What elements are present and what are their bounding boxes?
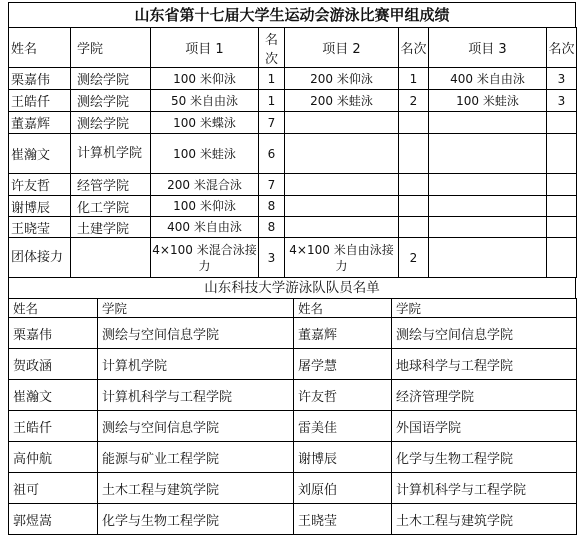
cell-name: 栗嘉伟 — [9, 68, 71, 90]
results-header-row — [9, 28, 577, 68]
table-row — [9, 196, 577, 217]
cell-event1: 100 米蛙泳 — [151, 134, 259, 174]
table-row — [9, 68, 577, 90]
cell-college: 化工学院 — [71, 196, 151, 217]
roster-name: 屠学慧 — [294, 349, 392, 380]
cell-rank3: 3 — [547, 90, 577, 112]
roster-college: 经济管理学院 — [392, 380, 577, 411]
cell-event2: 200 米蛙泳 — [285, 90, 399, 112]
header-event2: 项目 2 — [285, 28, 399, 68]
cell-rank2 — [399, 112, 429, 134]
table-row — [9, 473, 577, 504]
roster-name: 王皓仟 — [9, 411, 98, 442]
cell-name: 谢博辰 — [9, 196, 71, 217]
cell-event3 — [429, 134, 547, 174]
roster-name: 栗嘉伟 — [9, 318, 98, 349]
cell-name: 王皓仟 — [9, 90, 71, 112]
cell-event3: 400 米自由泳 — [429, 68, 547, 90]
cell-rank1: 8 — [259, 196, 285, 217]
cell-rank3 — [547, 112, 577, 134]
results-title: 山东省第十七届大学生运动会游泳比赛甲组成绩 — [8, 2, 576, 27]
cell-rank1: 3 — [259, 238, 285, 278]
roster-header-name: 姓名 — [9, 299, 98, 318]
roster-name: 董嘉辉 — [294, 318, 392, 349]
roster-college: 计算机学院 — [98, 349, 294, 380]
cell-rank3 — [547, 174, 577, 196]
cell-name: 崔瀚文 — [9, 134, 71, 174]
roster-college: 化学与生物工程学院 — [392, 442, 577, 473]
roster-header-name: 姓名 — [294, 299, 392, 318]
cell-rank1: 7 — [259, 112, 285, 134]
table-row — [9, 174, 577, 196]
roster-name: 许友哲 — [294, 380, 392, 411]
table-row — [9, 112, 577, 134]
cell-rank1: 8 — [259, 217, 285, 238]
cell-event3 — [429, 217, 547, 238]
results-table — [8, 27, 577, 278]
cell-rank2 — [399, 196, 429, 217]
cell-college: 测绘学院 — [71, 90, 151, 112]
roster-name: 郭煜嵩 — [9, 504, 98, 535]
roster-college: 土木工程与建筑学院 — [392, 504, 577, 535]
cell-name: 王晓莹 — [9, 217, 71, 238]
table-row — [9, 134, 577, 174]
roster-name: 雷美佳 — [294, 411, 392, 442]
table-row — [9, 217, 577, 238]
header-event3: 项目 3 — [429, 28, 547, 68]
cell-rank1: 7 — [259, 174, 285, 196]
cell-name: 董嘉辉 — [9, 112, 71, 134]
cell-event3 — [429, 196, 547, 217]
table-row — [9, 504, 577, 535]
table-row — [9, 238, 577, 278]
document — [8, 2, 576, 535]
table-row — [9, 442, 577, 473]
cell-college: 测绘学院 — [71, 112, 151, 134]
cell-event2: 4×100 米自由泳接力 — [285, 238, 399, 278]
cell-college: 测绘学院 — [71, 68, 151, 90]
table-row — [9, 90, 577, 112]
roster-college: 地球科学与工程学院 — [392, 349, 577, 380]
cell-event3 — [429, 238, 547, 278]
cell-event3: 100 米蛙泳 — [429, 90, 547, 112]
cell-college — [71, 238, 151, 278]
cell-name: 许友哲 — [9, 174, 71, 196]
roster-college: 化学与生物工程学院 — [98, 504, 294, 535]
table-row — [9, 349, 577, 380]
header-event1: 项目 1 — [151, 28, 259, 68]
roster-college: 计算机科学与工程学院 — [98, 380, 294, 411]
cell-rank2: 2 — [399, 90, 429, 112]
cell-rank2 — [399, 134, 429, 174]
cell-rank2 — [399, 217, 429, 238]
roster-college: 能源与矿业工程学院 — [98, 442, 294, 473]
header-name: 姓名 — [9, 28, 71, 68]
roster-name: 祖可 — [9, 473, 98, 504]
roster-name: 刘原伯 — [294, 473, 392, 504]
cell-rank3: 3 — [547, 68, 577, 90]
cell-event3 — [429, 174, 547, 196]
roster-college: 外国语学院 — [392, 411, 577, 442]
cell-rank1: 1 — [259, 68, 285, 90]
cell-rank3 — [547, 196, 577, 217]
cell-rank1: 6 — [259, 134, 285, 174]
roster-college: 测绘与空间信息学院 — [98, 318, 294, 349]
cell-event3 — [429, 112, 547, 134]
cell-event2 — [285, 196, 399, 217]
cell-rank1: 1 — [259, 90, 285, 112]
cell-event1: 400 米自由泳 — [151, 217, 259, 238]
roster-title: 山东科技大学游泳队队员名单 — [8, 278, 576, 298]
cell-college: 经管学院 — [71, 174, 151, 196]
cell-event2 — [285, 217, 399, 238]
roster-table — [8, 298, 577, 535]
cell-event1: 100 米仰泳 — [151, 68, 259, 90]
roster-college: 测绘与空间信息学院 — [392, 318, 577, 349]
cell-college: 土建学院 — [71, 217, 151, 238]
cell-rank3 — [547, 238, 577, 278]
cell-rank2: 1 — [399, 68, 429, 90]
roster-header-row — [9, 299, 577, 318]
roster-name: 谢博辰 — [294, 442, 392, 473]
table-row — [9, 411, 577, 442]
cell-rank2: 2 — [399, 238, 429, 278]
cell-event1: 200 米混合泳 — [151, 174, 259, 196]
roster-name: 高仲航 — [9, 442, 98, 473]
cell-event2: 200 米仰泳 — [285, 68, 399, 90]
table-row — [9, 318, 577, 349]
cell-event1: 100 米仰泳 — [151, 196, 259, 217]
roster-name: 贺政涵 — [9, 349, 98, 380]
roster-college: 计算机科学与工程学院 — [392, 473, 577, 504]
roster-college: 土木工程与建筑学院 — [98, 473, 294, 504]
cell-event2 — [285, 174, 399, 196]
header-rank3: 名次 — [547, 28, 577, 68]
roster-name: 王晓莹 — [294, 504, 392, 535]
cell-rank3 — [547, 134, 577, 174]
header-rank1: 名次 — [259, 28, 285, 68]
roster-header-college: 学院 — [392, 299, 577, 318]
cell-event1: 100 米蝶泳 — [151, 112, 259, 134]
roster-header-college: 学院 — [98, 299, 294, 318]
cell-rank3 — [547, 217, 577, 238]
header-college: 学院 — [71, 28, 151, 68]
roster-college: 测绘与空间信息学院 — [98, 411, 294, 442]
cell-rank2 — [399, 174, 429, 196]
roster-name: 崔瀚文 — [9, 380, 98, 411]
cell-name: 团体接力 — [9, 238, 71, 278]
cell-event1: 4×100 米混合泳接力 — [151, 238, 259, 278]
header-rank2: 名次 — [399, 28, 429, 68]
cell-event1: 50 米自由泳 — [151, 90, 259, 112]
table-row — [9, 380, 577, 411]
cell-event2 — [285, 134, 399, 174]
cell-college: 计算机学院 — [71, 134, 151, 174]
cell-event2 — [285, 112, 399, 134]
